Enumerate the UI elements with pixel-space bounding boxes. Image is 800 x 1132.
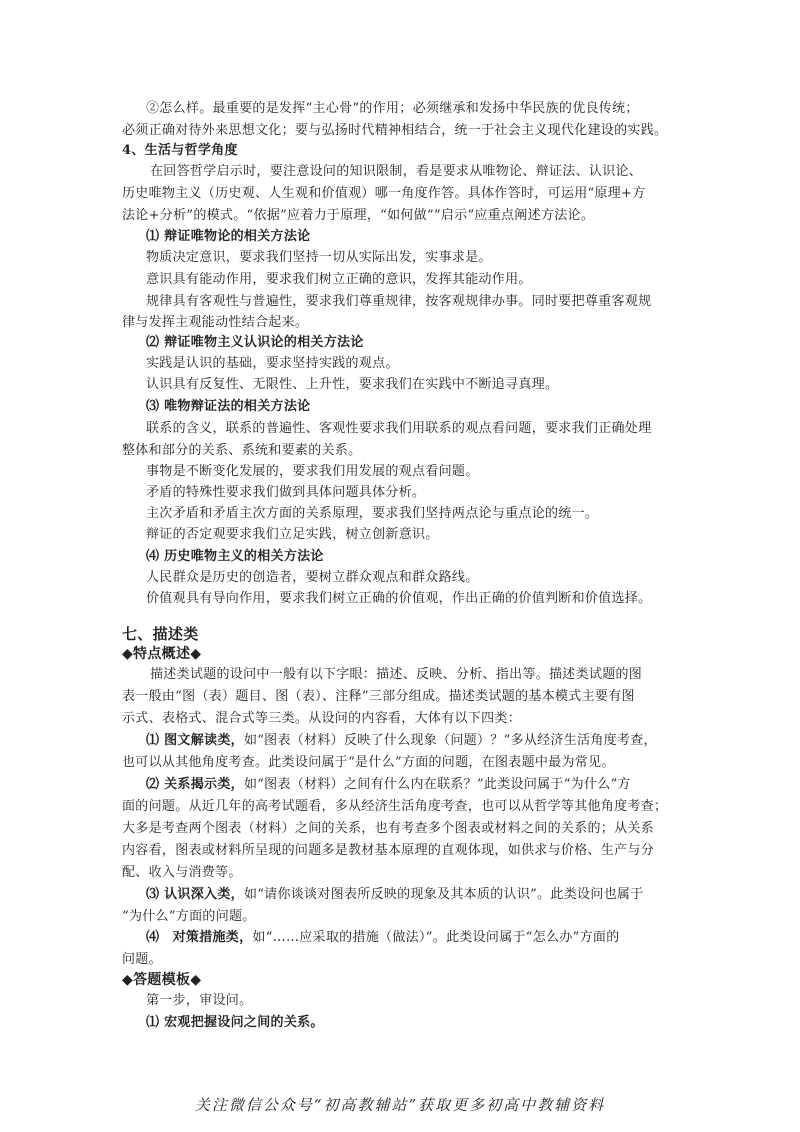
item-label: ⑷ 对策措施类， [146, 930, 253, 945]
text-line: 联系的含义，联系的普遍性、客观性要求我们用联系的观点看问题，要求我们正确处理 [146, 421, 652, 436]
text-line: 法论+分析”的模式。“依据”应着力于原理，“如何做”“启示”应重点阐述方法论。 [122, 208, 595, 223]
text-line: 规律具有客观性与普遍性，要求我们尊重规律，按客观规律办事。同时要把尊重客观规 [146, 294, 652, 309]
text-line: 必须正确对待外来思想文化；要与弘扬时代精神相结合，统一于社会主义现代化建设的实践。 [122, 123, 668, 138]
text-line: 历史唯物主义（历史观、人生观和价值观）哪一角度作答。具体作答时，可运用“原理+方 [122, 186, 646, 201]
item-label: ⑴ 图文解读类， [146, 733, 244, 748]
chapter-heading: 七、描述类 [122, 625, 199, 643]
text-line: 律与发挥主观能动性结合起来。 [122, 315, 309, 330]
section-heading: 4、生活与哲学角度 [122, 143, 238, 158]
text-line: 描述类试题的设问中一般有以下字眼：描述、反映、分析、指出等。描述类试题的图 [150, 667, 643, 682]
text-line: 辩证的否定观要求我们立足实践，树立创新意识。 [146, 527, 439, 542]
subsection-heading: ⑴ 辩证唯物论的相关方法论 [146, 229, 311, 244]
item-label: ⑵ 关系揭示类， [146, 777, 244, 792]
template-heading: ◆答题模板◆ [122, 972, 202, 988]
text-line: ②怎么样。最重要的是发挥“主心骨”的作用；必须继承和发扬中华民族的优良传统； [146, 101, 639, 116]
item-text: 如“请你谈谈对图表所反映的现象及其本质的认识”。此类设问也属于 [243, 887, 644, 902]
text-line [146, 927, 706, 949]
text-line: 第一步，审设问。 [146, 993, 253, 1008]
item-text: 如“图表（材料）反映了什么现象（问题）？”多从经济生活角度考查， [243, 733, 657, 748]
text-line: 物质决定意识，要求我们坚持一切从实际出发，实事求是。 [146, 250, 492, 265]
text-line: “为什么”方面的问题。 [122, 909, 256, 924]
subsection-heading: ⑶ 唯物辩证法的相关方法论 [146, 399, 311, 414]
text-line: 实践是认识的基础，要求坚持实践的观点。 [146, 356, 399, 371]
text-line: 在回答哲学启示时，要注意设问的知识限制，看是要求从唯物论、辩证法、认识论、 [150, 164, 643, 179]
text-line: 矛盾的特殊性要求我们做到具体问题具体分析。 [146, 485, 426, 500]
footer-note: 关注微信公众号“初高教辅站”获取更多初高中教辅资料 [194, 1096, 606, 1114]
text-line: 表一般由“图（表）题目、图（表）、注释”三部分组成。描述类试题的基本模式主要有图 [122, 689, 635, 704]
text-line: 主次矛盾和矛盾主次方面的关系原理，要求我们坚持两点论与重点论的统一。 [146, 506, 599, 521]
text-line: 意识具有能动作用，要求我们树立正确的意识，发挥其能动作用。 [146, 272, 532, 287]
text-line: 问题。 [122, 952, 162, 967]
subsection-heading: ⑵ 辩证唯物主义认识论的相关方法论 [146, 335, 364, 350]
text-line: 面的问题。从近几年的高考试题看，多从经济生活角度考查，也可以从哲学等其他角度考查； [122, 799, 668, 814]
text-line: 价值观具有导向作用，要求我们树立正确的价值观，作出正确的价值判断和价值选择。 [146, 591, 652, 606]
text-line: 示式、表格式、混合式等三类。从设问的内容看，大体有以下四类： [122, 711, 522, 726]
item-text: 如“……应采取的措施（做法）”。此类设问属于“怎么办”方面的 [252, 930, 620, 945]
text-line: 人民群众是历史的创造者，要树立群众观点和群众路线。 [146, 570, 479, 585]
item-text: 如“图表（材料）之间有什么内在联系？”此类设问属于“为什么”方 [243, 777, 631, 792]
text-line: 也可以从其他角度考查。此类设问属于“是什么”方面的问题，在图表题中最为常见。 [122, 755, 615, 770]
subsection-heading: ⑴ 宏观把握设问之间的关系。 [146, 1015, 324, 1030]
text-line: 事物是不断变化发展的，要求我们用发展的观点看问题。 [146, 464, 479, 479]
text-line [146, 774, 706, 796]
text-line: 内容看，图表或材料所呈现的问题多是教材基本原理的直观体现，如供求与价格、生产与分 [122, 843, 655, 858]
feature-heading: ◆特点概述◆ [122, 646, 202, 662]
text-line: 配、收入与消费等。 [122, 865, 242, 880]
item-label: ⑶ 认识深入类， [146, 887, 244, 902]
text-line [146, 884, 706, 906]
text-line: 认识具有反复性、无限性、上升性，要求我们在实践中不断追寻真理。 [146, 377, 559, 392]
text-line: 大多是考查两个图表（材料）之间的关系，也有考查多个图表或材料之间的关系的；从关系 [122, 821, 655, 836]
text-line [146, 730, 706, 752]
subsection-heading: ⑷ 历史唯物主义的相关方法论 [146, 549, 324, 564]
text-line: 整体和部分的关系、系统和要素的关系。 [122, 443, 362, 458]
